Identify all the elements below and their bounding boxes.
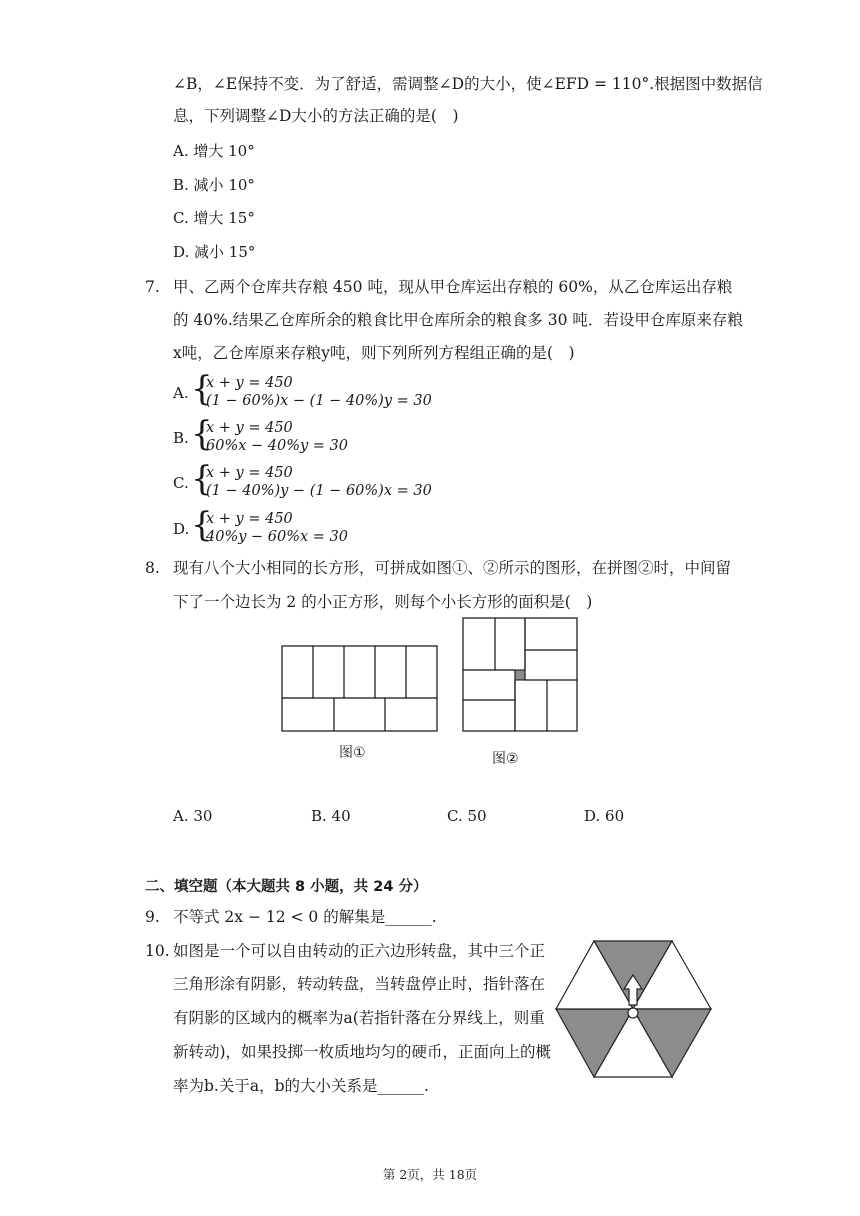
q8-option-c: C. 50 [447, 807, 487, 825]
q10-text-line2: 三角形涂有阴影，转动转盘，当转盘停止时，指针落在 [173, 975, 546, 993]
q7-option-a-eq2: (1 − 60%)x − (1 − 40%)y = 30 [206, 393, 432, 409]
q7-option-b-eq2: 60%x − 40%y = 30 [206, 438, 349, 454]
q7-option-b-brace: { [191, 414, 213, 454]
q8-text-line2: 下了一个边长为 2 的小正方形，则每个小长方形的面积是( ) [173, 593, 593, 611]
q7-option-d-label: D. [173, 520, 190, 538]
q9-text: 不等式 2x − 12 < 0 的解集是______. [173, 908, 437, 926]
figure-1-label: 图① [339, 745, 366, 761]
q7-option-d-eq1: x + y = 450 [206, 511, 293, 527]
q9-number: 9. [145, 908, 160, 926]
q10-text-line1: 如图是一个可以自由转动的正六边形转盘，其中三个正 [173, 942, 546, 960]
q6-option-c: C. 增大 15° [173, 209, 255, 227]
q7-option-a-label: A. [173, 384, 189, 402]
fig2-center-square [515, 670, 525, 680]
q8-option-d: D. 60 [584, 807, 625, 825]
q7-option-b-eq1: x + y = 450 [206, 420, 293, 436]
q7-option-b-label: B. [173, 429, 189, 447]
q8-text-line1: 现有八个大小相同的长方形，可拼成如图①、②所示的图形，在拼图②时，中间留 [173, 559, 732, 577]
q6-option-d: D. 减小 15° [173, 243, 256, 261]
figure-2-label: 图② [492, 751, 519, 767]
q8-option-b: B. 40 [311, 807, 351, 825]
spinner-center-pin [628, 1008, 638, 1018]
q7-option-c-eq2: (1 − 40%)y − (1 − 60%)x = 30 [206, 483, 432, 499]
q7-text-line3: x吨，乙仓库原来存粮y吨，则下列所列方程组正确的是( ) [173, 344, 575, 362]
fig1-outline [282, 646, 437, 731]
q7-option-a-eq1: x + y = 450 [206, 375, 293, 391]
q6-text-line2: 息，下列调整∠D大小的方法正确的是( ) [173, 107, 459, 125]
q7-option-d-brace: { [191, 505, 213, 545]
figure-1-rectangles [280, 644, 440, 734]
q7-option-c-brace: { [191, 459, 213, 499]
q10-text-line5: 率为b.关于a，b的大小关系是______. [173, 1077, 429, 1095]
q10-text-line4: 新转动)，如果投掷一枚质地均匀的硬币，正面向上的概 [173, 1043, 552, 1061]
hexagon-spinner [554, 937, 714, 1081]
q8-option-a: A. 30 [173, 807, 213, 825]
q6-option-b: B. 减小 10° [173, 176, 255, 194]
q10-number: 10. [145, 942, 170, 960]
q7-option-d-eq2: 40%y − 60%x = 30 [206, 529, 349, 545]
q7-number: 7. [145, 278, 160, 296]
q8-number: 8. [145, 559, 160, 577]
figure-2-rectangles [461, 616, 581, 734]
q7-option-c-label: C. [173, 474, 189, 492]
q10-text-line3: 有阴影的区域内的概率为a(若指针落在分界线上，则重 [173, 1009, 545, 1027]
q7-option-a-brace: { [191, 369, 213, 409]
page-footer: 第 2页，共 18页 [382, 1167, 478, 1182]
q7-option-c-eq1: x + y = 450 [206, 465, 293, 481]
q7-text-line2: 的 40%.结果乙仓库所余的粮食比甲仓库所余的粮食多 30 吨．若设甲仓库原来存粮 [173, 311, 743, 329]
q6-text-line1: ∠B，∠E保持不变．为了舒适，需调整∠D的大小，使∠EFD = 110°.根据图中数据信 [173, 75, 763, 93]
q7-text-line1: 甲、乙两个仓库共存粮 450 吨，现从甲仓库运出存粮的 60%，从乙仓库运出存粮 [173, 278, 733, 296]
section-2-title: 二、填空题（本大题共 8 小题，共 24 分） [145, 879, 428, 895]
q6-option-a: A. 增大 10° [173, 142, 255, 160]
